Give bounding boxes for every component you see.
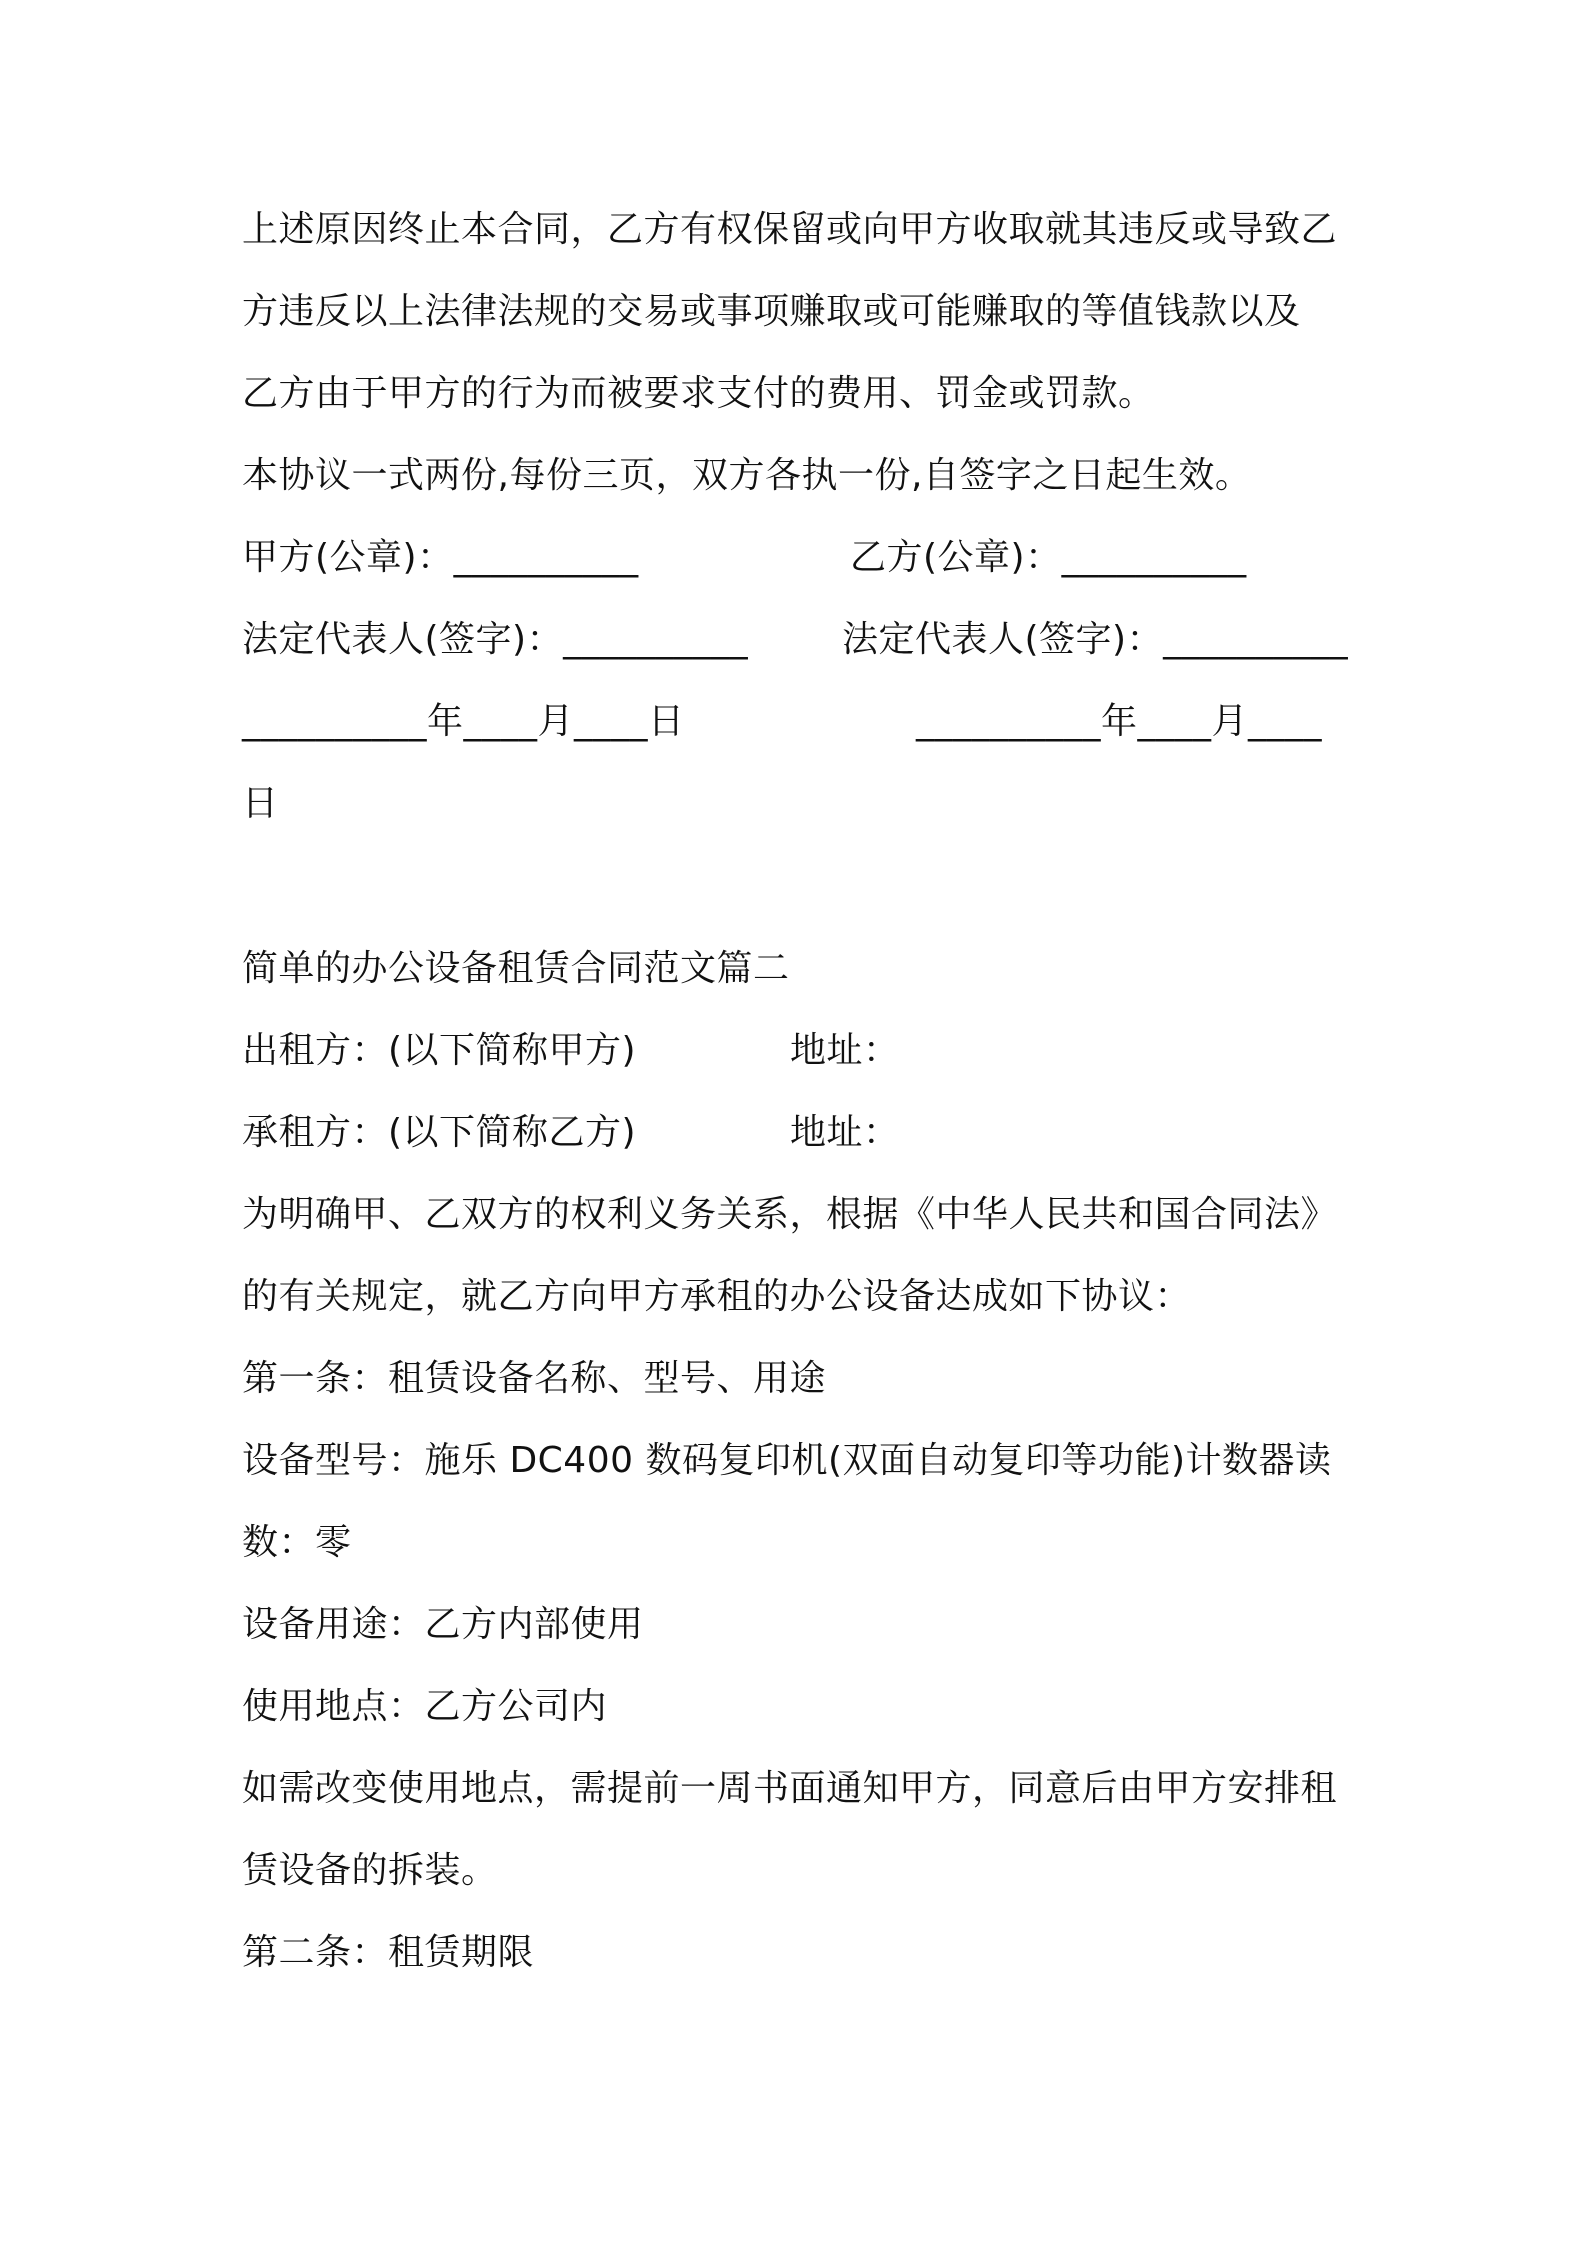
- lessee-address: 地址：: [790, 1112, 900, 1153]
- lessor-line: 出租方：(以下简称甲方): [242, 1030, 637, 1071]
- article-1-title: 第一条：租赁设备名称、型号、用途: [242, 1358, 827, 1399]
- party-b-rep-line: 法定代表人(签字)：__________: [842, 619, 1349, 660]
- relocation-line: 如需改变使用地点，需提前一周书面通知甲方，同意后由甲方安排租: [242, 1768, 1338, 1809]
- party-a-date-line: __________年____月____日: [242, 701, 685, 742]
- party-b-date-wrap: 日: [242, 783, 279, 824]
- relocation-line: 赁设备的拆装。: [242, 1850, 498, 1891]
- paragraph-line: 上述原因终止本合同，乙方有权保留或向甲方收取就其违反或导致乙: [242, 209, 1338, 250]
- paragraph-line: 乙方由于甲方的行为而被要求支付的费用、罚金或罚款。: [242, 373, 1155, 414]
- lessee-line: 承租方：(以下简称乙方): [242, 1112, 637, 1153]
- preamble-line: 为明确甲、乙双方的权利义务关系，根据《中华人民共和国合同法》: [242, 1194, 1338, 1235]
- party-a-seal-line: 甲方(公章)：__________: [242, 537, 639, 578]
- section-title: 简单的办公设备租赁合同范文篇二: [242, 948, 790, 989]
- preamble-line: 的有关规定，就乙方向甲方承租的办公设备达成如下协议：: [242, 1276, 1192, 1317]
- lessor-address: 地址：: [790, 1030, 900, 1071]
- party-b-seal-line: 乙方(公章)：__________: [850, 537, 1247, 578]
- party-b-date-line: __________年____月____: [916, 701, 1322, 742]
- use-location-line: 使用地点：乙方公司内: [242, 1686, 608, 1727]
- equipment-model-line: 数：零: [242, 1522, 352, 1563]
- paragraph-line: 方违反以上法律法规的交易或事项赚取或可能赚取的等值钱款以及: [242, 291, 1301, 332]
- equipment-use-line: 设备用途：乙方内部使用: [242, 1604, 644, 1645]
- article-2-title: 第二条：租赁期限: [242, 1932, 535, 1973]
- equipment-model-line: 设备型号：施乐 DC400 数码复印机(双面自动复印等功能)计数器读: [242, 1440, 1332, 1481]
- party-a-rep-line: 法定代表人(签字)：__________: [242, 619, 749, 660]
- effect-clause: 本协议一式两份,每份三页，双方各执一份,自签字之日起生效。: [242, 455, 1252, 496]
